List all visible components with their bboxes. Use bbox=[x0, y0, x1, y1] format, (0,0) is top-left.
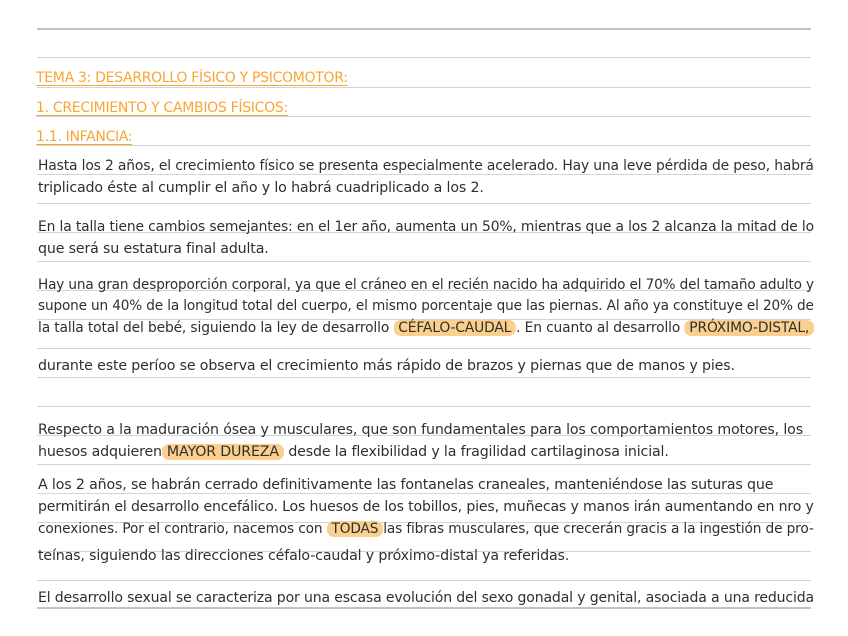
text-span: la talla total del bebé, siguiendo la ley de desarrollo bbox=[38, 320, 390, 336]
paragraph-line: permitirán el desarrollo encefálico. Los huesos de los tobillos, pies, muñecas y manos irán aumentando en nro y bbox=[38, 499, 814, 515]
heading-subseccion: 1.1. INFANCIA: bbox=[36, 129, 133, 145]
highlight-cefalo-caudal: CÉFALO-CAUDAL bbox=[393, 320, 516, 336]
paragraph-line: triplicado éste al cumplir el año y lo habrá cuadriplicado a los 2. bbox=[38, 180, 484, 196]
paragraph-line bbox=[38, 519, 814, 539]
paragraph-line: El desarrollo sexual se caracteriza por una escasa evolución del sexo gonadal y genital, asociada a una reducida bbox=[38, 590, 814, 606]
paragraph-line: que será su estatura final adulta. bbox=[38, 241, 269, 257]
page-rule-top bbox=[37, 28, 811, 30]
heading-tema: TEMA 3: DESARROLLO FÍSICO Y PSICOMOTOR: bbox=[36, 70, 348, 86]
paragraph-line bbox=[38, 442, 814, 462]
paragraph-line: supone un 40% de la longitud total del cuerpo, el mismo porcentaje que las piernas. Al año ya constituye el 20% de bbox=[38, 298, 814, 314]
highlight-proximo-distal: PRÓXIMO-DISTAL, bbox=[684, 320, 814, 336]
text-span: . En cuanto al desarrollo bbox=[516, 320, 681, 336]
page-rule bbox=[37, 377, 811, 378]
page-rule bbox=[37, 464, 811, 465]
text-span: las fibras musculares, que crecerán gracis a la ingestión de pro- bbox=[383, 521, 814, 537]
paragraph-line: teínas, siguiendo las direcciones céfalo-caudal y próximo-distal ya referidas. bbox=[38, 548, 570, 564]
paragraph-line bbox=[38, 318, 810, 338]
paragraph-line: Hasta los 2 años, el crecimiento físico se presenta especialmente acelerado. Hay una leve pérdida de peso, habrá bbox=[38, 158, 814, 174]
text-span: conexiones. Por el contrario, nacemos con bbox=[38, 521, 323, 537]
page-rule bbox=[37, 406, 811, 407]
page-rule bbox=[37, 348, 811, 349]
paragraph-line: Respecto a la maduración ósea y musculares, que son fundamentales para los comportamientos motores, los bbox=[38, 422, 803, 438]
paragraph-line: En la talla tiene cambios semejantes: en el 1er año, aumenta un 50%, mientras que a los 2 alcanza la mitad de lo bbox=[38, 219, 814, 235]
paragraph-line: Hay una gran desproporción corporal, ya que el cráneo en el recién nacido ha adquirido el 70% del tamaño adulto y bbox=[38, 277, 814, 293]
text-span: desde la flexibilidad y la fragilidad cartilaginosa inicial. bbox=[288, 444, 669, 460]
page-rule bbox=[37, 261, 811, 262]
highlight-todas: TODAS bbox=[327, 521, 384, 537]
paragraph-line: A los 2 años, se habrán cerrado definitivamente las fontanelas craneales, manteniéndose las suturas que bbox=[38, 477, 774, 493]
highlight-mayor-dureza: MAYOR DUREZA bbox=[162, 444, 284, 460]
paragraph-line: durante este períoo se observa el crecimiento más rápido de brazos y piernas que de manos y pies. bbox=[38, 358, 735, 374]
heading-seccion: 1. CRECIMIENTO Y CAMBIOS FÍSICOS: bbox=[36, 100, 288, 116]
page-rule bbox=[37, 580, 811, 581]
page-rule bbox=[37, 203, 811, 204]
text-span: huesos adquieren bbox=[38, 444, 162, 460]
page-rule bbox=[37, 145, 811, 146]
page-rule bbox=[37, 57, 811, 58]
